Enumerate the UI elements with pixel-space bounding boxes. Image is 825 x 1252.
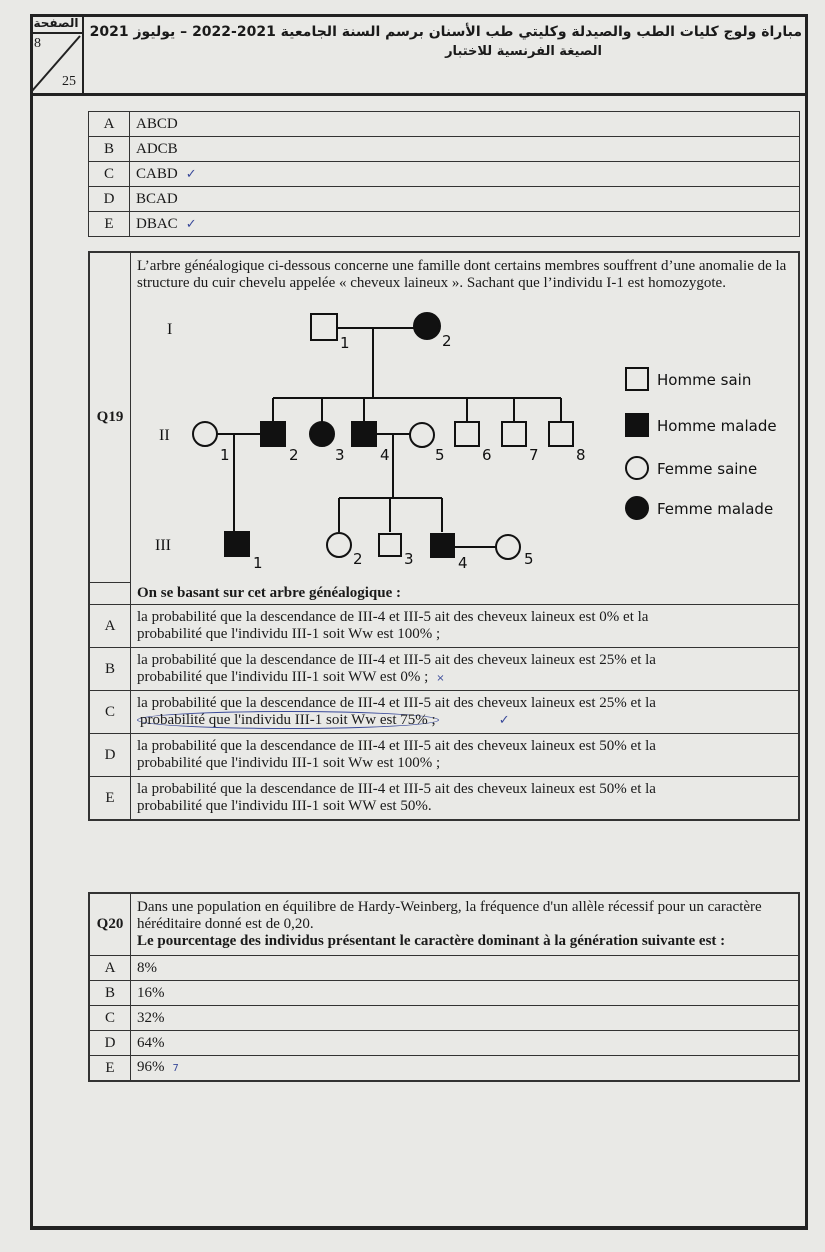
generation-label: III [155,537,171,554]
option-letter: D [90,1031,131,1055]
pedigree-II-2 [261,422,285,446]
option-text: 32% [137,1009,165,1026]
question-label: Q20 [90,894,131,955]
option-line: la probabilité que la descendance de III-4 et III-5 ait des cheveux laineux est 0% et la [137,609,649,625]
pedigree-II-4 [352,422,376,446]
individual-number: 7 [529,446,539,464]
option-letter: C [89,162,130,186]
option-row [90,1055,798,1080]
legend-label: Homme malade [657,417,777,435]
option-row [89,186,799,211]
check-mark-icon: ✓ [185,216,197,232]
individual-number: 2 [353,550,363,568]
pedigree-III-3 [379,534,401,556]
option-line: la probabilité que la descendance de III-4 et III-5 ait des cheveux laineux est 25% et la [137,695,656,711]
option-row [90,1005,798,1030]
option-row [89,136,799,161]
header [30,14,808,96]
pedigree-II-8 [549,422,573,446]
header-text [84,14,808,93]
individual-number: 5 [524,550,534,568]
option-text: 64% [137,1034,165,1051]
legend-label: Femme saine [657,460,758,478]
question-label: Q19 [90,253,131,582]
option-row [90,955,798,980]
check-mark-icon: ✓ [185,166,197,182]
option-letter: B [89,137,130,161]
option-letter: E [90,1056,131,1080]
individual-number: 5 [435,446,445,464]
legend-label: Femme malade [657,500,774,518]
option-letter: C [90,691,131,733]
individual-number: 2 [289,446,299,464]
page-number-box [30,14,84,93]
option-letter: D [90,734,131,776]
option-row [89,211,799,236]
option-text: 16% [137,984,165,1001]
individual-number: 1 [220,446,230,464]
pedigree-I-2 [414,313,440,339]
option-text: BCAD [136,190,178,207]
option-row [90,733,798,776]
individual-number: 6 [482,446,492,464]
cross-mark-icon: × [436,672,445,684]
option-line: la probabilité que la descendance de III-4 et III-5 ait des cheveux laineux est 50% et la [137,738,656,754]
option-text: 8% [137,959,157,976]
option-line: probabilité que l'individu III-1 soit WW est 50%. [137,798,432,814]
option-row [90,1030,798,1055]
individual-number: 4 [380,446,390,464]
option-letter: B [90,981,131,1005]
page-number: 8 [34,36,41,51]
pedigree-III-5 [496,535,520,559]
pedigree-II-6 [455,422,479,446]
question-statement: L’arbre généalogique ci-dessous concerne une famille dont certains membres souffrent d’une anomalie de la structure du cuir chevelu appelée « cheveux laineux ». Sachant que l’individu I-1 est homozygote. [137,258,787,291]
header-subtitle: الصيغة الفرنسية للاختبار [445,44,602,59]
option-row [89,112,799,136]
option-text: ADCB [136,140,178,157]
page-total: 25 [62,74,76,89]
option-row [90,604,798,647]
legend-circle-filled-icon [626,497,648,519]
option-row [90,980,798,1005]
pen-mark-icon: 7 [172,1063,179,1074]
option-line-circled: probabilité que l'individu III-1 soit Ww est 75% ; [137,711,439,729]
individual-number: 1 [253,554,263,572]
pedigree-III-4 [431,534,454,557]
pedigree-II-5 [410,423,434,447]
individual-number: 3 [335,446,345,464]
question-20 [88,892,800,1082]
page-label: الصفحة [30,14,82,34]
legend-label: Homme sain [657,371,752,389]
pedigree-II-3 [310,422,334,446]
question-prompt: Le pourcentage des individus présentant le caractère dominant à la génération suivante est : [137,933,726,949]
individual-number: 2 [442,332,452,350]
option-line: probabilité que l'individu III-1 soit WW est 0% ; [137,668,429,685]
option-text: 96% [137,1059,165,1075]
check-mark-icon: ✓ [498,713,510,728]
option-letter: C [90,1006,131,1030]
prev-question-options [88,111,800,237]
option-letter: B [90,648,131,690]
pedigree-chart [137,298,797,580]
legend-circle-empty-icon [626,457,648,479]
legend-square-filled-icon [626,414,648,436]
option-text: DBAC [136,215,178,232]
option-letter: D [89,187,130,211]
option-line: la probabilité que la descendance de III-4 et III-5 ait des cheveux laineux est 50% et la [137,781,656,797]
option-row [90,647,798,690]
pedigree-III-1 [225,532,249,556]
option-line: la probabilité que la descendance de III-4 et III-5 ait des cheveux laineux est 25% et la [137,651,656,668]
option-letter: E [89,212,130,236]
individual-number: 3 [404,550,414,568]
individual-number: 4 [458,554,468,572]
individual-number: 8 [576,446,586,464]
pedigree-III-2 [327,533,351,557]
generation-label: II [159,427,170,444]
option-letter: A [90,605,131,647]
pedigree-I-1 [311,314,337,340]
option-row [89,161,799,186]
option-text: ABCD [136,115,178,132]
question-19 [88,251,800,821]
question-prompt: On se basant sur cet arbre généalogique : [137,584,402,601]
question-statement: Dans une population en équilibre de Hardy-Weinberg, la fréquence d'un allèle récessif pour un caractère héréditaire donné est de 0,20. [137,899,762,932]
generation-label: I [167,321,173,338]
option-line: probabilité que l'individu III-1 soit Ww est 100% ; [137,755,441,771]
individual-number: 1 [340,334,350,352]
option-letter: A [90,956,131,980]
legend-square-empty-icon [626,368,648,390]
option-row [90,776,798,819]
pedigree-II-1 [193,422,217,446]
option-line: probabilité que l'individu III-1 soit Ww est 100% ; [137,626,441,642]
option-letter: A [89,112,130,136]
q19-statement-cell [131,253,803,582]
pedigree-II-7 [502,422,526,446]
option-text: CABD [136,165,178,182]
option-letter: E [90,777,131,819]
header-title: مباراة ولوج كليات الطب والصيدلة وكليتي طب الأسنان برسم السنة الجامعية 2021-2022 – يوليوز 2021 [89,24,802,40]
option-row [90,690,798,733]
